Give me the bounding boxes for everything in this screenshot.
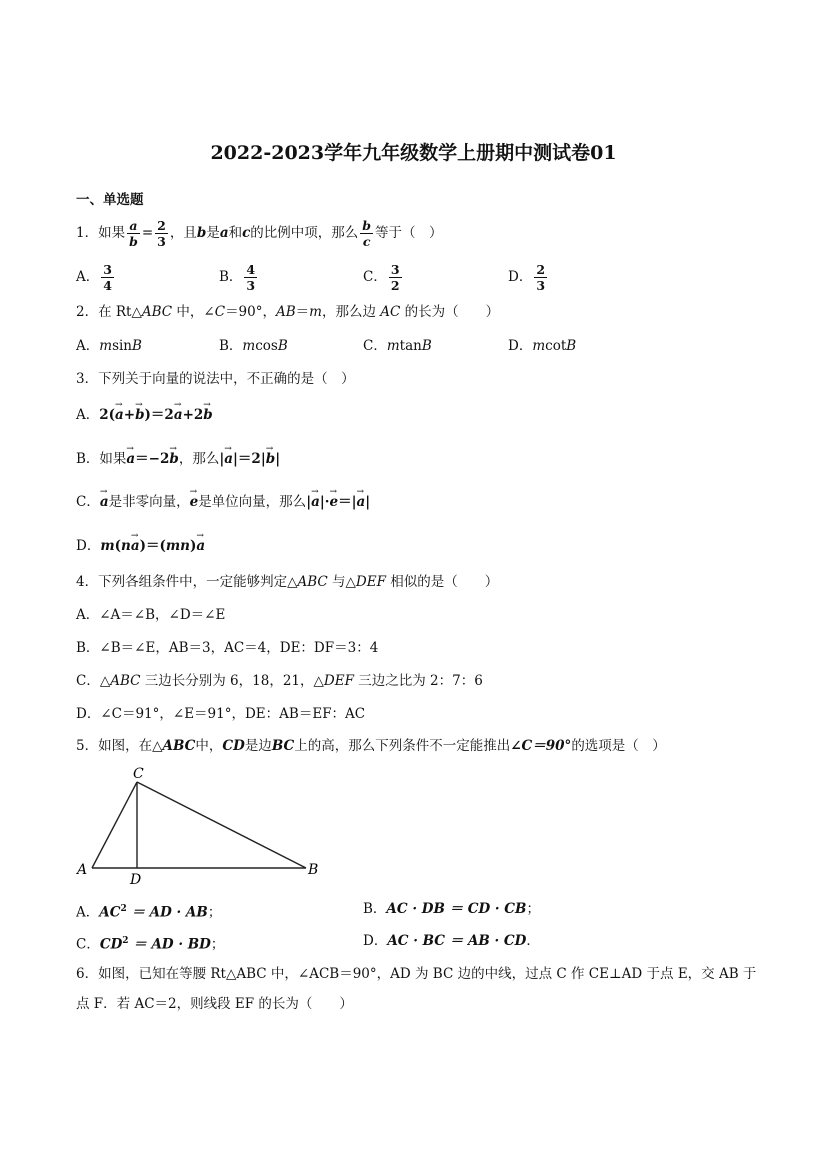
option-1a: A． $\frac{3}{4}$ bbox=[76, 262, 112, 293]
option-2a: A．msinB bbox=[76, 338, 142, 354]
option-4b: B．∠B＝∠E，AB＝3，AC＝4，DE：DF＝3：4 bbox=[76, 640, 379, 656]
option-5d: D．AC · BC ＝ AB · CD． bbox=[363, 933, 540, 949]
option-3c: C．→ a是非零向量，→ e是单位向量，那么|→ a|·→ e＝|→ a| bbox=[76, 492, 370, 512]
option-5a: A．$AC^2$ ＝ AD · AB； bbox=[76, 904, 222, 921]
question-3: 3．下列关于向量的说法中，不正确的是（ ） bbox=[76, 371, 355, 387]
option-5c: C．$CD^2$ ＝ AD · BD； bbox=[76, 936, 225, 953]
question-6-line-2: 点 F．若 AC＝2，则线段 EF 的长为（ ） bbox=[76, 996, 353, 1012]
option-4c: C．△ABC 三边长分别为 6，18，21，△DEF 三边之比为 2：7：6 bbox=[76, 673, 483, 689]
option-3a: A．2(→ a+→ b)＝2→ a+2→ b bbox=[76, 405, 213, 425]
option-1b: B． $\frac{4}{3}$ bbox=[219, 262, 256, 293]
option-1c: C． $\frac{3}{2}$ bbox=[363, 262, 400, 293]
side-cb bbox=[137, 782, 306, 868]
question-4: 4．下列各组条件中，一定能够判定△ABC 与△DEF 相似的是（ ） bbox=[76, 574, 499, 590]
option-5b: B．AC · DB ＝ CD · CB； bbox=[363, 901, 540, 917]
option-3b: B．如果→ a＝−2→ b，那么|→ a|＝2|→ b| bbox=[76, 449, 280, 469]
section-heading-single-choice: 一、单选题 bbox=[76, 192, 144, 208]
option-1d: D． $\frac{2}{3}$ bbox=[508, 262, 546, 293]
question-5: 5．如图，在△ABC中，CD是边BC上的高，那么下列条件不一定能推出∠C＝90°的选项是（ ） bbox=[76, 738, 666, 754]
side-ac bbox=[92, 782, 137, 868]
vertex-label-c: C bbox=[133, 766, 144, 782]
fraction: $\frac{2}{3}$ bbox=[157, 218, 166, 249]
question-number: 1． bbox=[76, 225, 99, 241]
fraction: $\frac{b}{c}$ bbox=[362, 218, 372, 249]
fraction: $\frac{a}{b}$ bbox=[129, 218, 138, 249]
option-2c: C．mtanB bbox=[363, 338, 432, 354]
vertex-label-a: A bbox=[77, 862, 88, 878]
vertex-label-b: B bbox=[308, 862, 319, 878]
question-6-line-1: 6．如图，已知在等腰 Rt△ABC 中，∠ACB＝90°，AD 为 BC 边的中线，过点 C 作 CE⊥AD 于点 E，交 AB 于 bbox=[76, 966, 757, 982]
option-4a: A．∠A＝∠B，∠D＝∠E bbox=[76, 607, 226, 623]
page-title: 2022-2023学年九年级数学上册期中测试卷01 bbox=[210, 142, 617, 164]
triangle-figure bbox=[70, 760, 330, 890]
vertex-label-d: D bbox=[130, 872, 142, 888]
question-1: 1．如果 $\frac{a}{b}$ = $\frac{2}{3}$ ，且b是a和c的比例中项，那么 $\frac{b}{c}$ 等于（ ） bbox=[76, 218, 443, 249]
option-3d: D．m(n→ a)＝(mn)→ a bbox=[76, 536, 205, 556]
option-2d: D．mcotB bbox=[508, 338, 577, 354]
option-2b: B．mcosB bbox=[219, 338, 288, 354]
option-4d: D．∠C＝91°，∠E＝91°，DE：AB＝EF：AC bbox=[76, 706, 366, 722]
question-2: 2．在 Rt△ABC 中，∠C＝90°，AB＝m，那么边 AC 的长为（ ） bbox=[76, 304, 500, 320]
